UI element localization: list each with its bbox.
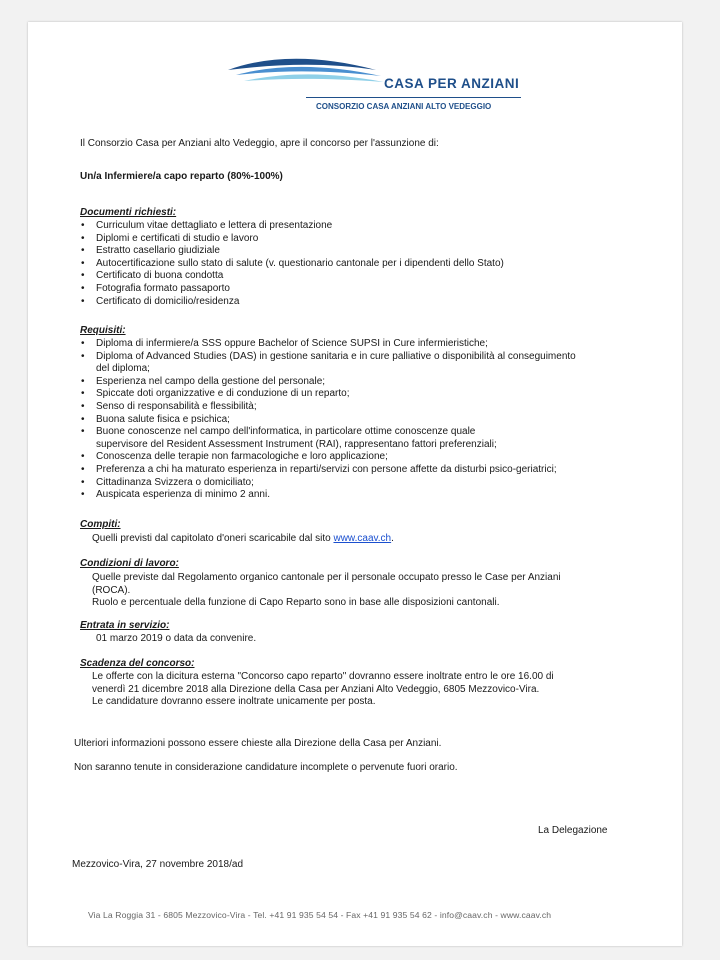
list-item: • Diploma of Advanced Studies (DAS) in gestione sanitaria e in cure palliative o disponibilità al conseguimento del diploma;: [80, 351, 576, 376]
intro-text: Il Consorzio Casa per Anziani alto Vedeggio, apre il concorso per l'assunzione di:: [80, 138, 439, 149]
entrata-heading: Entrata in servizio:: [80, 620, 170, 631]
scadenza-text: Le offerte con la dicitura esterna "Concorso capo reparto" dovranno essere inoltrate entro le ore 16.00 di venerdì 21 dicembre 2018 alla Direzione della Casa per Anziani Alto Vedeggio, 6805 Mezzovico-Vira. Le candidature dovranno essere inoltrate unicamente per posta.: [92, 671, 554, 708]
compiti-heading: Compiti:: [80, 519, 121, 530]
entrata-text: 01 marzo 2019 o data da convenire.: [96, 633, 257, 644]
list-item: • Conoscenza delle terapie non farmacologiche e loro applicazione;: [80, 451, 576, 464]
list-item: • Fotografia formato passaporto: [80, 283, 504, 296]
wave-logo-icon: [226, 48, 386, 98]
documenti-heading: Documenti richiesti:: [80, 207, 177, 218]
info-text: Ulteriori informazioni possono essere chieste alla Direzione della Casa per Anziani.: [74, 738, 442, 749]
compiti-text: Quelli previsti dal capitolato d'oneri scaricabile dal sito www.caav.ch.: [92, 533, 394, 544]
list-item: • Preferenza a chi ha maturato esperienza in reparti/servizi con persone affette da disturbi psico-geriatrici;: [80, 464, 576, 477]
requisiti-list: [80, 338, 576, 502]
list-item: • Diploma di infermiere/a SSS oppure Bachelor of Science SUPSI in Cure infermieristiche;: [80, 338, 576, 351]
list-item: • Cittadinanza Svizzera o domiciliato;: [80, 477, 576, 490]
date-place: Mezzovico-Vira, 27 novembre 2018/ad: [72, 859, 244, 870]
list-item: • Estratto casellario giudiziale: [80, 245, 504, 258]
caav-website-link[interactable]: www.caav.ch: [333, 533, 392, 544]
list-item: • Certificato di buona condotta: [80, 270, 504, 283]
condizioni-heading: Condizioni di lavoro:: [80, 558, 179, 569]
condizioni-text: Quelle previste dal Regolamento organico cantonale per il personale occupato presso le Case per Anziani (ROCA). Ruolo e percentuale della funzione di Capo Reparto sono in base alle disposizioni cantonali.: [92, 572, 561, 609]
scadenza-heading: Scadenza del concorso:: [80, 658, 195, 669]
list-item: • Buone conoscenze nel campo dell'informatica, in particolare ottime conoscenze quale supervisore del Resident Assessment Instrument (RAI), rappresentano fattori preferenziali;: [80, 426, 576, 451]
job-title: Un/a Infermiere/a capo reparto (80%-100%): [80, 171, 283, 182]
list-item: • Auspicata esperienza di minimo 2 anni.: [80, 489, 576, 502]
nota-text: Non saranno tenute in considerazione candidature incomplete o pervenute fuori orario.: [74, 762, 458, 773]
list-item: • Diplomi e certificati di studio e lavoro: [80, 233, 504, 246]
list-item: • Buona salute fisica e psichica;: [80, 414, 576, 427]
requisiti-heading: Requisiti:: [80, 325, 126, 336]
list-item: • Autocertificazione sullo stato di salute (v. questionario cantonale per i dipendenti dello Stato): [80, 258, 504, 271]
documenti-list: [80, 220, 504, 308]
document-page: [28, 22, 682, 946]
list-item: • Curriculum vitae dettagliato e lettera di presentazione: [80, 220, 504, 233]
org-logo: [226, 48, 526, 112]
logo-divider: [306, 97, 521, 98]
footer-contacts: Via La Roggia 31 - 6805 Mezzovico-Vira - Tel. +41 91 935 54 54 - Fax +41 91 935 54 62 - info@caav.ch - www.caav.ch: [88, 910, 552, 920]
signature-delegazione: La Delegazione: [538, 825, 608, 836]
list-item: • Esperienza nel campo della gestione del personale;: [80, 376, 576, 389]
org-name: CASA PER ANZIANI: [384, 76, 520, 91]
list-item: • Certificato di domicilio/residenza: [80, 296, 504, 309]
list-item: • Senso di responsabilità e flessibilità;: [80, 401, 576, 414]
list-item: • Spiccate doti organizzative e di conduzione di un reparto;: [80, 388, 576, 401]
org-subtitle: CONSORZIO CASA ANZIANI ALTO VEDEGGIO: [316, 102, 492, 111]
